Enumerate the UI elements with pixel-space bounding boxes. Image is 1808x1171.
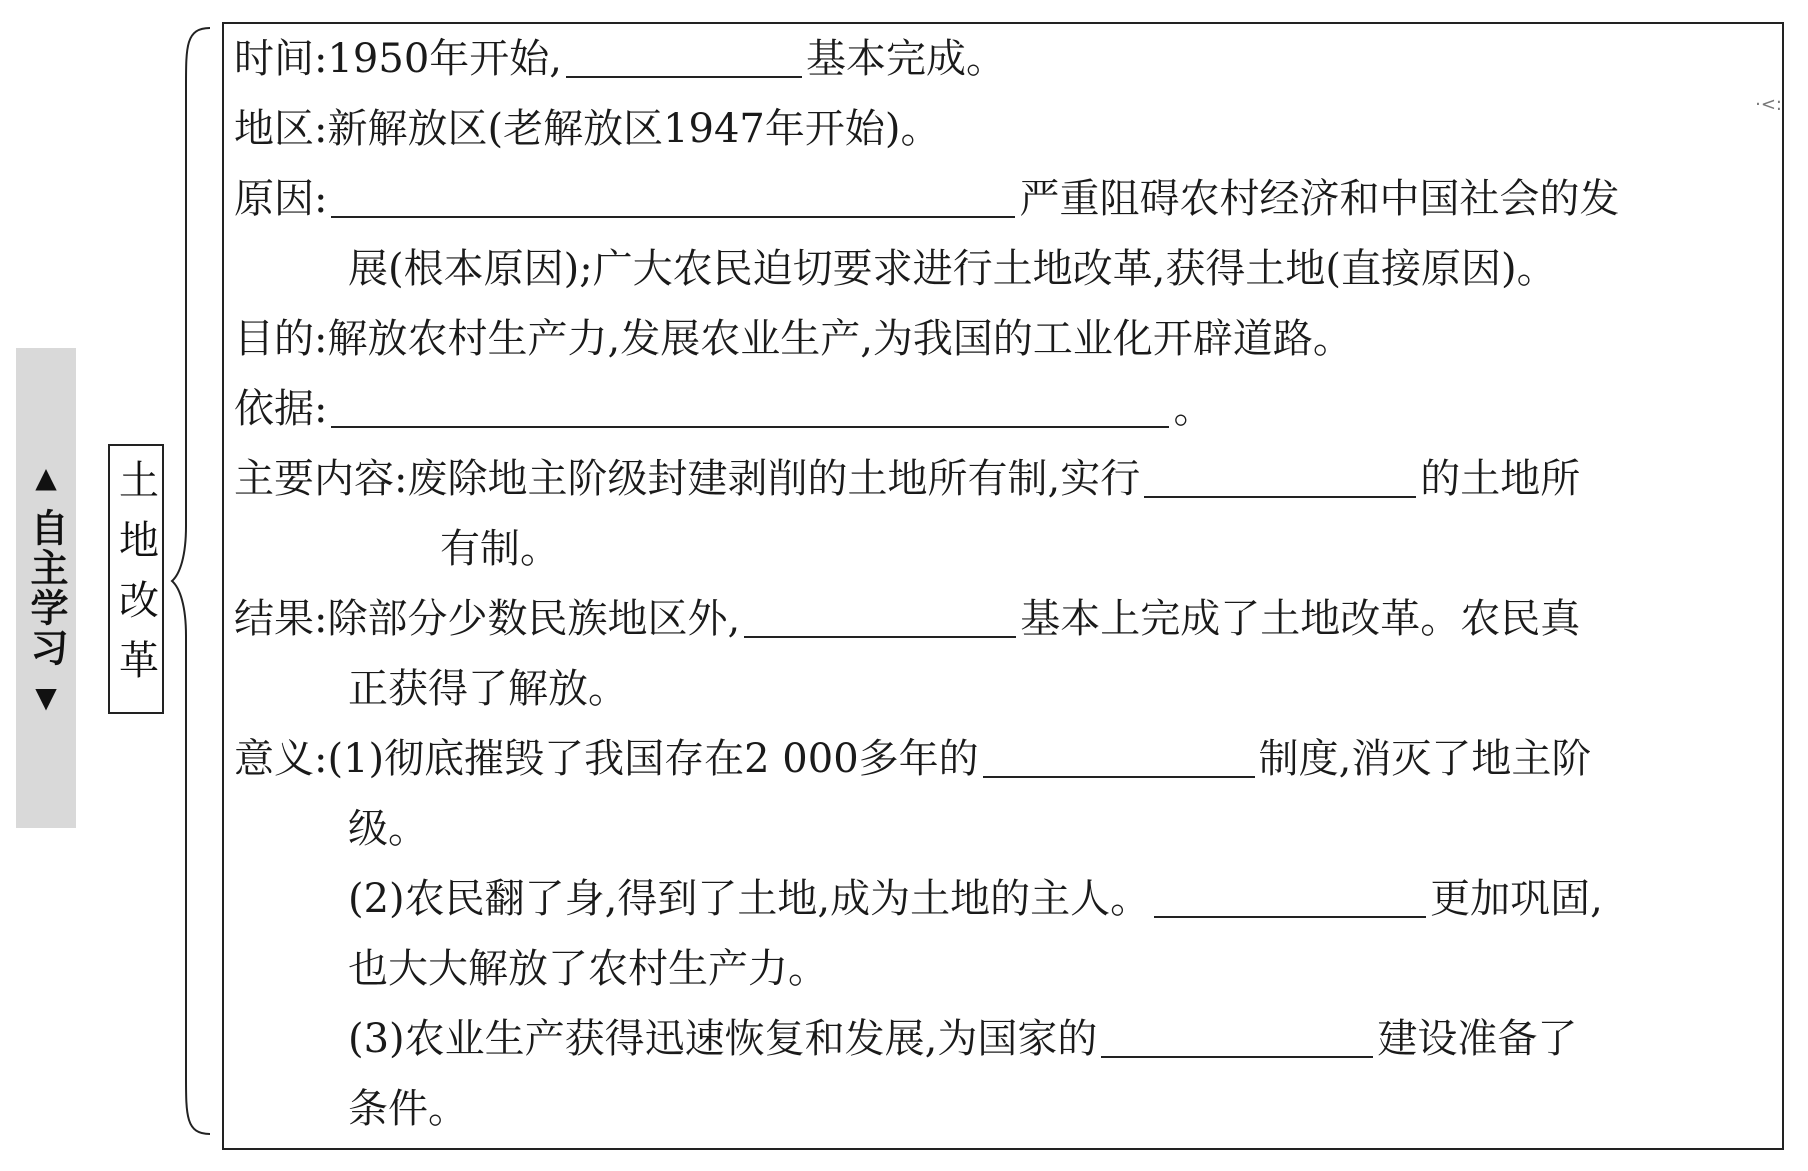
purpose-text: 解放农村生产力,发展农业生产,为我国的工业化开辟道路。 xyxy=(327,316,1353,362)
triangle-up-icon: ▲ xyxy=(35,461,57,494)
result-text-a: 除部分少数民族地区外, xyxy=(327,596,741,642)
sidebar-tab-label: 自主学习 xyxy=(24,508,68,668)
blank-basis[interactable] xyxy=(331,374,1169,428)
blank-meaning-2[interactable] xyxy=(1154,864,1426,918)
edge-mark: ·<: xyxy=(1755,94,1782,115)
cause-text-cont: 展(根本原因);广大农民迫切要求进行土地改革,获得土地(直接原因)。 xyxy=(348,246,1557,292)
row-purpose xyxy=(234,304,1794,374)
meaning-2-text-a: (2)农民翻了身,得到了土地,成为土地的主人。 xyxy=(348,876,1151,922)
row-region xyxy=(234,94,1794,164)
label-meaning: 意义: xyxy=(234,736,328,782)
result-text-cont: 正获得了解放。 xyxy=(348,666,628,712)
content-text-a: 废除地主阶级封建剥削的土地所有制,实行 xyxy=(407,456,1141,502)
topic-title: 土地改革 xyxy=(112,459,159,699)
sidebar-tab-self-study xyxy=(16,348,76,828)
region-text: 新解放区(老解放区1947年开始)。 xyxy=(327,106,941,152)
triangle-down-icon: ▼ xyxy=(35,681,57,714)
blank-cause[interactable] xyxy=(331,164,1015,218)
meaning-1-text-b: 制度,消灭了地主阶 xyxy=(1258,736,1592,782)
content-text-cont: 有制。 xyxy=(440,526,560,572)
row-result-cont xyxy=(348,654,1808,724)
row-meaning-3-cont xyxy=(348,1074,1808,1144)
meaning-2-text-b: 更加巩固, xyxy=(1430,876,1603,922)
meaning-3-text-a: (3)农业生产获得迅速恢复和发展,为国家的 xyxy=(348,1016,1098,1062)
row-cause xyxy=(234,164,1794,234)
meaning-1-text-cont: 级。 xyxy=(348,806,428,852)
label-region: 地区: xyxy=(234,106,328,152)
blank-meaning-1[interactable] xyxy=(983,724,1255,778)
row-meaning-1-cont xyxy=(348,794,1808,864)
row-meaning-3 xyxy=(348,1004,1808,1074)
row-time xyxy=(234,24,1794,94)
curly-brace xyxy=(170,26,218,1136)
label-content: 主要内容: xyxy=(234,456,408,502)
time-text-b: 基本完成。 xyxy=(806,36,1006,82)
row-content xyxy=(234,444,1794,514)
row-meaning-1 xyxy=(234,724,1794,794)
topic-title-box xyxy=(108,444,164,714)
row-meaning-2-cont xyxy=(348,934,1808,1004)
label-result: 结果: xyxy=(234,596,328,642)
row-meaning-2 xyxy=(348,864,1808,934)
label-purpose: 目的: xyxy=(234,316,328,362)
meaning-1-text-a: (1)彻底摧毁了我国存在2 000多年的 xyxy=(327,736,979,782)
result-text-b: 基本上完成了土地改革。农民真 xyxy=(1020,596,1581,642)
meaning-3-text-cont: 条件。 xyxy=(348,1086,468,1132)
basis-end: 。 xyxy=(1173,386,1214,432)
row-cause-cont xyxy=(348,234,1808,304)
meaning-3-text-b: 建设准备了 xyxy=(1377,1016,1578,1062)
blank-result[interactable] xyxy=(744,584,1016,638)
blank-content[interactable] xyxy=(1144,444,1416,498)
blank-time[interactable] xyxy=(566,24,802,78)
time-text-a: 1950年开始, xyxy=(327,36,562,82)
blank-meaning-3[interactable] xyxy=(1101,1004,1373,1058)
row-basis xyxy=(234,374,1794,444)
meaning-2-text-cont: 也大大解放了农村生产力。 xyxy=(348,946,828,992)
cause-text-a: 严重阻碍农村经济和中国社会的发 xyxy=(1019,176,1620,222)
label-cause: 原因: xyxy=(234,176,328,222)
label-basis: 依据: xyxy=(234,386,328,432)
row-content-cont xyxy=(440,514,1808,584)
row-result xyxy=(234,584,1794,654)
label-time: 时间: xyxy=(234,36,328,82)
content-text-b: 的土地所 xyxy=(1420,456,1581,502)
content-box xyxy=(222,22,1784,1150)
